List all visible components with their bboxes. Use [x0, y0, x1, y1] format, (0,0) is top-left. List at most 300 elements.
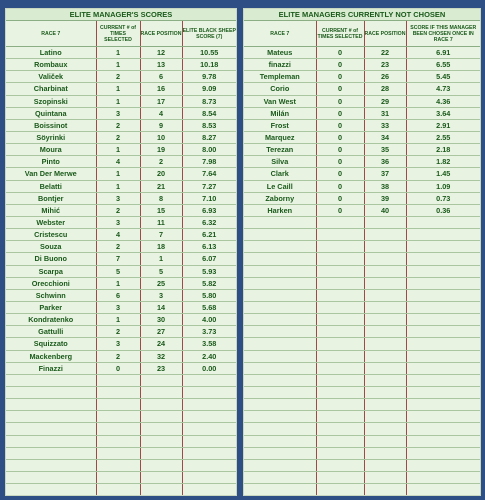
- empty-cell: [364, 471, 406, 483]
- table-row: [6, 216, 236, 228]
- empty-cell: [406, 447, 480, 459]
- times-selected-cell: 1: [96, 144, 140, 156]
- race-position-cell: 24: [140, 338, 182, 350]
- empty-cell: [96, 484, 140, 496]
- table-row: [6, 204, 236, 216]
- elite-scores-title: ELITE MANAGER'S SCORES: [6, 9, 236, 21]
- times-selected-cell: 3: [96, 301, 140, 313]
- empty-row: [244, 314, 480, 326]
- empty-cell: [406, 362, 480, 374]
- score-cell: 7.10: [182, 192, 236, 204]
- table-row: [244, 131, 480, 143]
- times-selected-cell: 1: [96, 59, 140, 71]
- empty-row: [244, 471, 480, 483]
- manager-name-cell: Marquez: [244, 131, 316, 143]
- empty-cell: [316, 253, 364, 265]
- empty-row: [244, 277, 480, 289]
- score-cell: 2.40: [182, 350, 236, 362]
- table-row: [244, 180, 480, 192]
- empty-row: [6, 435, 236, 447]
- empty-cell: [140, 374, 182, 386]
- times-selected-cell: 0: [316, 204, 364, 216]
- empty-row: [6, 471, 236, 483]
- manager-name-cell: Mateus: [244, 47, 316, 59]
- empty-cell: [316, 229, 364, 241]
- empty-row: [6, 447, 236, 459]
- empty-cell: [96, 447, 140, 459]
- manager-name-cell: Van West: [244, 95, 316, 107]
- empty-row: [244, 265, 480, 277]
- empty-cell: [244, 386, 316, 398]
- score-cell: 5.82: [182, 277, 236, 289]
- times-selected-cell: 3: [96, 338, 140, 350]
- empty-cell: [316, 326, 364, 338]
- table-row: [244, 119, 480, 131]
- empty-row: [244, 241, 480, 253]
- empty-cell: [364, 484, 406, 496]
- table-row: [6, 71, 236, 83]
- empty-cell: [316, 265, 364, 277]
- manager-name-cell: Zaborny: [244, 192, 316, 204]
- table-row: [6, 289, 236, 301]
- empty-cell: [244, 253, 316, 265]
- table-row: [244, 168, 480, 180]
- empty-cell: [6, 435, 96, 447]
- score-cell: 0.73: [406, 192, 480, 204]
- empty-cell: [316, 362, 364, 374]
- empty-cell: [244, 350, 316, 362]
- score-cell: 2.18: [406, 144, 480, 156]
- score-cell: 1.09: [406, 180, 480, 192]
- times-selected-cell: 1: [96, 168, 140, 180]
- empty-row: [244, 253, 480, 265]
- table-row: [6, 47, 236, 59]
- empty-cell: [140, 423, 182, 435]
- race-position-cell: 16: [140, 83, 182, 95]
- empty-cell: [364, 241, 406, 253]
- race-position-cell: 7: [140, 229, 182, 241]
- score-cell: 9.09: [182, 83, 236, 95]
- empty-cell: [244, 411, 316, 423]
- empty-cell: [244, 314, 316, 326]
- table-row: [6, 326, 236, 338]
- score-cell: 6.32: [182, 216, 236, 228]
- times-selected-cell: 1: [96, 180, 140, 192]
- score-cell: 4.00: [182, 314, 236, 326]
- empty-cell: [364, 459, 406, 471]
- race-position-cell: 35: [364, 144, 406, 156]
- score-cell: 7.64: [182, 168, 236, 180]
- score-cell: 6.07: [182, 253, 236, 265]
- manager-name-cell: Corio: [244, 83, 316, 95]
- empty-cell: [6, 423, 96, 435]
- empty-cell: [6, 447, 96, 459]
- score-cell: 8.27: [182, 131, 236, 143]
- times-selected-cell: 0: [316, 107, 364, 119]
- race-position-cell: 23: [140, 362, 182, 374]
- race-position-cell: 34: [364, 131, 406, 143]
- col-header-potential-score: SCORE IF THIS MANAGER BEEN CHOSEN ONCE IN RACE 7: [406, 21, 480, 47]
- table-row: [6, 350, 236, 362]
- not-chosen-table: [244, 9, 480, 496]
- manager-name-cell: Frost: [244, 119, 316, 131]
- empty-cell: [96, 435, 140, 447]
- empty-cell: [316, 459, 364, 471]
- race-position-cell: 22: [364, 47, 406, 59]
- manager-name-cell: Le Caill: [244, 180, 316, 192]
- race-position-cell: 11: [140, 216, 182, 228]
- race-position-cell: 38: [364, 180, 406, 192]
- empty-cell: [244, 447, 316, 459]
- empty-cell: [406, 314, 480, 326]
- empty-cell: [140, 447, 182, 459]
- times-selected-cell: 1: [96, 314, 140, 326]
- manager-name-cell: Clark: [244, 168, 316, 180]
- empty-cell: [406, 338, 480, 350]
- empty-cell: [244, 301, 316, 313]
- times-selected-cell: 7: [96, 253, 140, 265]
- empty-cell: [316, 314, 364, 326]
- score-cell: 5.68: [182, 301, 236, 313]
- table-row: [6, 192, 236, 204]
- empty-cell: [244, 399, 316, 411]
- manager-name-cell: Harken: [244, 204, 316, 216]
- manager-name-cell: Souza: [6, 241, 96, 253]
- empty-cell: [316, 386, 364, 398]
- empty-cell: [406, 265, 480, 277]
- table-row: [6, 253, 236, 265]
- table-row: [6, 241, 236, 253]
- score-cell: 3.58: [182, 338, 236, 350]
- manager-name-cell: Templeman: [244, 71, 316, 83]
- race-position-cell: 21: [140, 180, 182, 192]
- empty-cell: [182, 411, 236, 423]
- empty-cell: [6, 386, 96, 398]
- empty-cell: [244, 277, 316, 289]
- empty-cell: [406, 386, 480, 398]
- empty-cell: [316, 423, 364, 435]
- empty-row: [244, 459, 480, 471]
- manager-name-cell: Squizzato: [6, 338, 96, 350]
- table-row: [6, 301, 236, 313]
- empty-cell: [6, 459, 96, 471]
- empty-cell: [96, 386, 140, 398]
- manager-name-cell: Bontjer: [6, 192, 96, 204]
- empty-row: [244, 301, 480, 313]
- times-selected-cell: 0: [316, 83, 364, 95]
- race-position-cell: 39: [364, 192, 406, 204]
- score-cell: 0.00: [182, 362, 236, 374]
- empty-cell: [406, 399, 480, 411]
- race-position-cell: 29: [364, 95, 406, 107]
- empty-row: [6, 386, 236, 398]
- empty-row: [6, 411, 236, 423]
- empty-row: [6, 399, 236, 411]
- table-row: [6, 338, 236, 350]
- empty-cell: [364, 350, 406, 362]
- race-position-cell: 32: [140, 350, 182, 362]
- score-cell: 7.27: [182, 180, 236, 192]
- empty-row: [244, 399, 480, 411]
- table-row: [6, 107, 236, 119]
- empty-cell: [406, 277, 480, 289]
- race-position-cell: 40: [364, 204, 406, 216]
- manager-name-cell: Schwinn: [6, 289, 96, 301]
- not-chosen-panel: [243, 8, 481, 496]
- empty-cell: [406, 229, 480, 241]
- empty-cell: [364, 374, 406, 386]
- race-position-cell: 37: [364, 168, 406, 180]
- manager-name-cell: Mihić: [6, 204, 96, 216]
- times-selected-cell: 0: [316, 168, 364, 180]
- table-row: [6, 362, 236, 374]
- score-cell: 1.82: [406, 156, 480, 168]
- empty-cell: [316, 216, 364, 228]
- manager-name-cell: Charbinat: [6, 83, 96, 95]
- empty-cell: [244, 435, 316, 447]
- times-selected-cell: 0: [316, 144, 364, 156]
- col-header-times-selected: CURRENT # of TIMES SELECTED: [96, 21, 140, 47]
- empty-cell: [182, 374, 236, 386]
- empty-cell: [406, 471, 480, 483]
- empty-row: [244, 350, 480, 362]
- empty-cell: [244, 423, 316, 435]
- empty-cell: [96, 459, 140, 471]
- score-cell: 2.91: [406, 119, 480, 131]
- times-selected-cell: 0: [316, 131, 364, 143]
- times-selected-cell: 1: [96, 47, 140, 59]
- empty-cell: [364, 289, 406, 301]
- score-cell: 2.55: [406, 131, 480, 143]
- table-row: [6, 277, 236, 289]
- empty-cell: [182, 484, 236, 496]
- empty-cell: [6, 471, 96, 483]
- empty-cell: [406, 374, 480, 386]
- empty-cell: [244, 326, 316, 338]
- times-selected-cell: 1: [96, 95, 140, 107]
- race-position-cell: 30: [140, 314, 182, 326]
- empty-cell: [316, 277, 364, 289]
- empty-cell: [364, 386, 406, 398]
- race-position-cell: 17: [140, 95, 182, 107]
- times-selected-cell: 3: [96, 216, 140, 228]
- empty-cell: [364, 301, 406, 313]
- score-cell: 10.18: [182, 59, 236, 71]
- empty-cell: [244, 362, 316, 374]
- race-position-cell: 26: [364, 71, 406, 83]
- score-cell: 4.73: [406, 83, 480, 95]
- race-position-cell: 12: [140, 47, 182, 59]
- empty-row: [244, 289, 480, 301]
- times-selected-cell: 0: [316, 71, 364, 83]
- table-row: [6, 168, 236, 180]
- race-position-cell: 4: [140, 107, 182, 119]
- empty-cell: [406, 423, 480, 435]
- race-position-cell: 36: [364, 156, 406, 168]
- manager-name-cell: Finazzi: [6, 362, 96, 374]
- empty-cell: [244, 374, 316, 386]
- empty-cell: [316, 374, 364, 386]
- table-row: [6, 229, 236, 241]
- race-position-cell: 25: [140, 277, 182, 289]
- table-row: [6, 144, 236, 156]
- empty-cell: [406, 484, 480, 496]
- score-cell: 0.36: [406, 204, 480, 216]
- empty-cell: [140, 399, 182, 411]
- table-row: [244, 71, 480, 83]
- empty-cell: [364, 216, 406, 228]
- empty-cell: [406, 350, 480, 362]
- empty-cell: [316, 411, 364, 423]
- race-position-cell: 5: [140, 265, 182, 277]
- empty-cell: [6, 399, 96, 411]
- table-row: [244, 95, 480, 107]
- times-selected-cell: 0: [316, 192, 364, 204]
- empty-cell: [364, 435, 406, 447]
- manager-name-cell: Moura: [6, 144, 96, 156]
- col-header-race: RACE 7: [6, 21, 96, 47]
- empty-cell: [182, 399, 236, 411]
- table-row: [244, 144, 480, 156]
- times-selected-cell: 4: [96, 156, 140, 168]
- score-cell: 8.54: [182, 107, 236, 119]
- manager-name-cell: Cristescu: [6, 229, 96, 241]
- race-position-cell: 8: [140, 192, 182, 204]
- col-header-race: RACE 7: [244, 21, 316, 47]
- times-selected-cell: 0: [316, 119, 364, 131]
- table-row: [244, 192, 480, 204]
- table-row: [244, 107, 480, 119]
- col-header-race-position: RACE POSITION: [364, 21, 406, 47]
- empty-row: [244, 411, 480, 423]
- times-selected-cell: 0: [96, 362, 140, 374]
- times-selected-cell: 3: [96, 107, 140, 119]
- score-cell: 8.53: [182, 119, 236, 131]
- empty-cell: [406, 241, 480, 253]
- empty-cell: [244, 471, 316, 483]
- empty-row: [244, 362, 480, 374]
- times-selected-cell: 2: [96, 204, 140, 216]
- table-row: [244, 83, 480, 95]
- manager-name-cell: Di Buono: [6, 253, 96, 265]
- empty-cell: [244, 229, 316, 241]
- elite-scores-table: [6, 9, 236, 496]
- times-selected-cell: 6: [96, 289, 140, 301]
- manager-name-cell: Pinto: [6, 156, 96, 168]
- score-cell: 4.36: [406, 95, 480, 107]
- manager-name-cell: Mackenberg: [6, 350, 96, 362]
- empty-cell: [406, 253, 480, 265]
- score-cell: 6.13: [182, 241, 236, 253]
- empty-cell: [140, 411, 182, 423]
- score-cell: 6.93: [182, 204, 236, 216]
- table-row: [6, 95, 236, 107]
- score-cell: 6.91: [406, 47, 480, 59]
- empty-cell: [244, 216, 316, 228]
- table-row: [6, 314, 236, 326]
- empty-cell: [182, 435, 236, 447]
- empty-cell: [96, 374, 140, 386]
- score-cell: 1.45: [406, 168, 480, 180]
- empty-row: [244, 484, 480, 496]
- empty-cell: [364, 447, 406, 459]
- empty-cell: [316, 447, 364, 459]
- empty-cell: [140, 484, 182, 496]
- empty-cell: [140, 459, 182, 471]
- manager-name-cell: Webster: [6, 216, 96, 228]
- empty-cell: [182, 459, 236, 471]
- manager-name-cell: Gattulli: [6, 326, 96, 338]
- not-chosen-title: ELITE MANAGERS CURRENTLY NOT CHOSEN: [244, 9, 480, 21]
- race-position-cell: 19: [140, 144, 182, 156]
- empty-cell: [182, 471, 236, 483]
- empty-row: [6, 374, 236, 386]
- times-selected-cell: 0: [316, 95, 364, 107]
- empty-cell: [182, 423, 236, 435]
- manager-name-cell: Szopinski: [6, 95, 96, 107]
- race-position-cell: 27: [140, 326, 182, 338]
- empty-cell: [364, 326, 406, 338]
- score-cell: 5.45: [406, 71, 480, 83]
- times-selected-cell: 2: [96, 71, 140, 83]
- manager-name-cell: Quintana: [6, 107, 96, 119]
- empty-cell: [6, 411, 96, 423]
- manager-name-cell: Rombaux: [6, 59, 96, 71]
- score-cell: 8.73: [182, 95, 236, 107]
- race-position-cell: 6: [140, 71, 182, 83]
- empty-cell: [6, 484, 96, 496]
- empty-cell: [364, 362, 406, 374]
- elite-scores-panel: [5, 8, 237, 496]
- table-row: [6, 156, 236, 168]
- empty-cell: [244, 338, 316, 350]
- race-position-cell: 2: [140, 156, 182, 168]
- empty-row: [244, 374, 480, 386]
- table-row: [6, 119, 236, 131]
- race-position-cell: 31: [364, 107, 406, 119]
- empty-row: [244, 229, 480, 241]
- table-row: [244, 59, 480, 71]
- empty-cell: [406, 326, 480, 338]
- table-row: [244, 47, 480, 59]
- empty-cell: [316, 289, 364, 301]
- score-cell: 3.64: [406, 107, 480, 119]
- empty-cell: [316, 471, 364, 483]
- empty-cell: [316, 241, 364, 253]
- race-position-cell: 9: [140, 119, 182, 131]
- race-position-cell: 3: [140, 289, 182, 301]
- empty-row: [244, 326, 480, 338]
- empty-cell: [406, 459, 480, 471]
- times-selected-cell: 1: [96, 277, 140, 289]
- times-selected-cell: 2: [96, 326, 140, 338]
- manager-name-cell: Van Der Merwe: [6, 168, 96, 180]
- manager-name-cell: Söyrinki: [6, 131, 96, 143]
- table-row: [6, 83, 236, 95]
- empty-cell: [364, 253, 406, 265]
- empty-cell: [316, 338, 364, 350]
- empty-row: [244, 447, 480, 459]
- score-cell: 9.78: [182, 71, 236, 83]
- empty-cell: [364, 265, 406, 277]
- table-row: [244, 204, 480, 216]
- empty-row: [244, 216, 480, 228]
- col-header-score: ELITE BLACK SHEEP SCORE (7): [182, 21, 236, 47]
- score-cell: 7.98: [182, 156, 236, 168]
- times-selected-cell: 4: [96, 229, 140, 241]
- empty-cell: [364, 277, 406, 289]
- table-row: [6, 265, 236, 277]
